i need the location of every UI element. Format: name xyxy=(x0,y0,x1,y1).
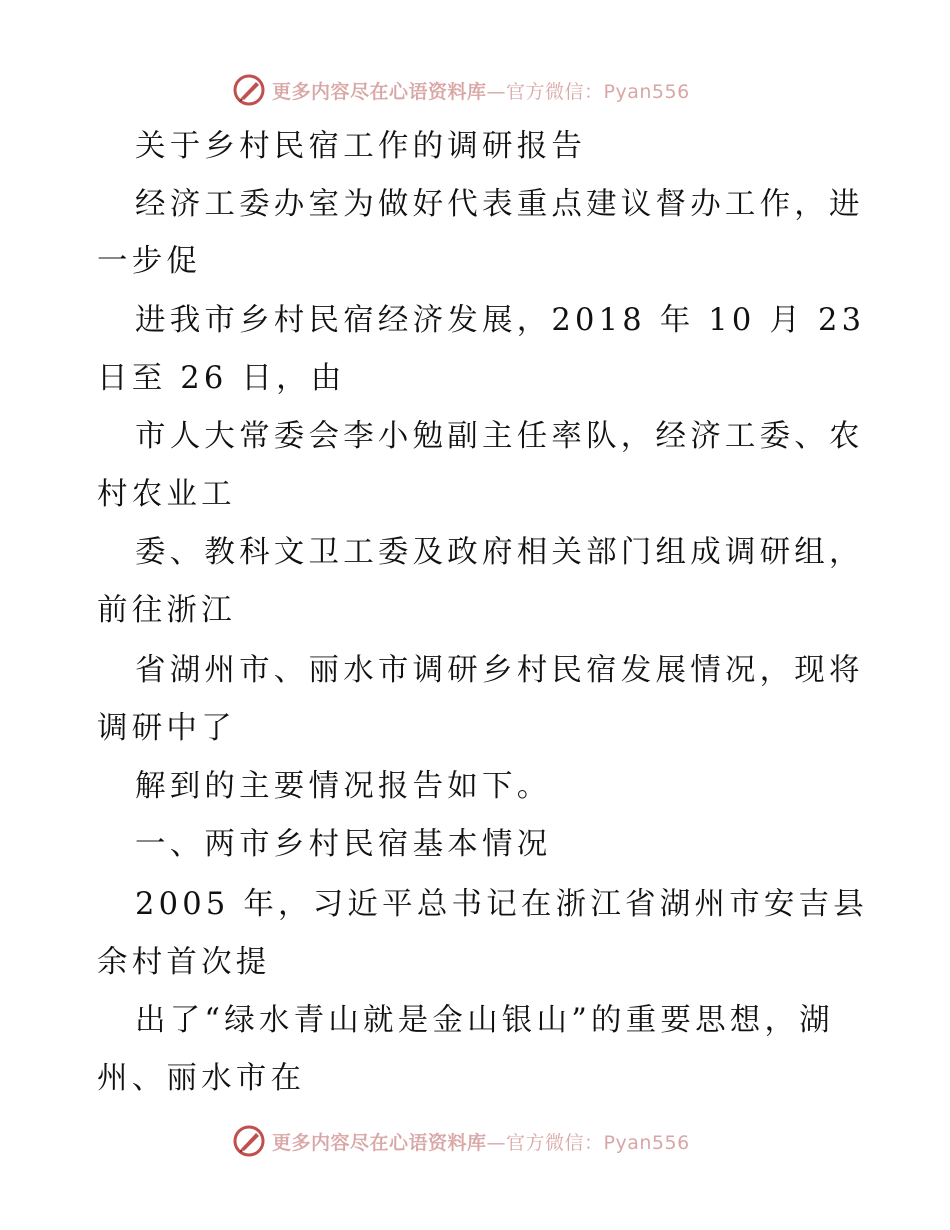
paragraph-line: 2005 年，习近平总书记在浙江省湖州市安吉县 xyxy=(135,887,868,922)
paragraph-line: 市人大常委会李小勉副主任率队，经济工委、农 xyxy=(135,419,864,454)
paragraph-line: 一步促 xyxy=(97,244,202,279)
paragraph-line: 余村首次提 xyxy=(97,945,271,980)
paragraph-line: 进我市乡村民宿经济发展，2018 年 10 月 23 xyxy=(135,303,866,338)
paragraph-line: 省湖州市、丽水市调研乡村民宿发展情况，现将 xyxy=(135,653,864,688)
watermark-text xyxy=(272,1128,690,1155)
quill-logo-icon xyxy=(232,1124,266,1158)
paragraph-line: 日至 26 日，由 xyxy=(97,361,346,396)
paragraph-line: 州、丽水市在 xyxy=(97,1061,306,1096)
doc-title: 关于乡村民宿工作的调研报告 xyxy=(135,129,587,164)
watermark-wechat: —官方微信：Pyan556 xyxy=(486,1131,690,1154)
paragraph-line: 委、教科文卫工委及政府相关部门组成调研组， xyxy=(135,535,864,570)
paragraph-line: 解到的主要情况报告如下。 xyxy=(135,769,552,804)
paragraph-line: 经济工委办室为做好代表重点建议督办工作，进 xyxy=(135,187,864,222)
paragraph-line: 调研中了 xyxy=(97,711,236,746)
watermark-main: 更多内容尽在心语资料库 xyxy=(272,1131,487,1154)
paragraph-line: 出了“绿水青山就是金山银山”的重要思想，湖 xyxy=(135,1003,834,1038)
section-heading: 一、两市乡村民宿基本情况 xyxy=(135,827,552,862)
header-watermark xyxy=(232,72,690,108)
paragraph-line: 前往浙江 xyxy=(97,593,236,628)
watermark-text xyxy=(272,77,690,104)
paragraph-line: 村农业工 xyxy=(97,477,236,512)
quill-logo-icon xyxy=(232,73,266,107)
watermark-main: 更多内容尽在心语资料库 xyxy=(272,80,487,103)
footer-watermark xyxy=(232,1123,690,1159)
watermark-wechat: —官方微信：Pyan556 xyxy=(486,80,690,103)
